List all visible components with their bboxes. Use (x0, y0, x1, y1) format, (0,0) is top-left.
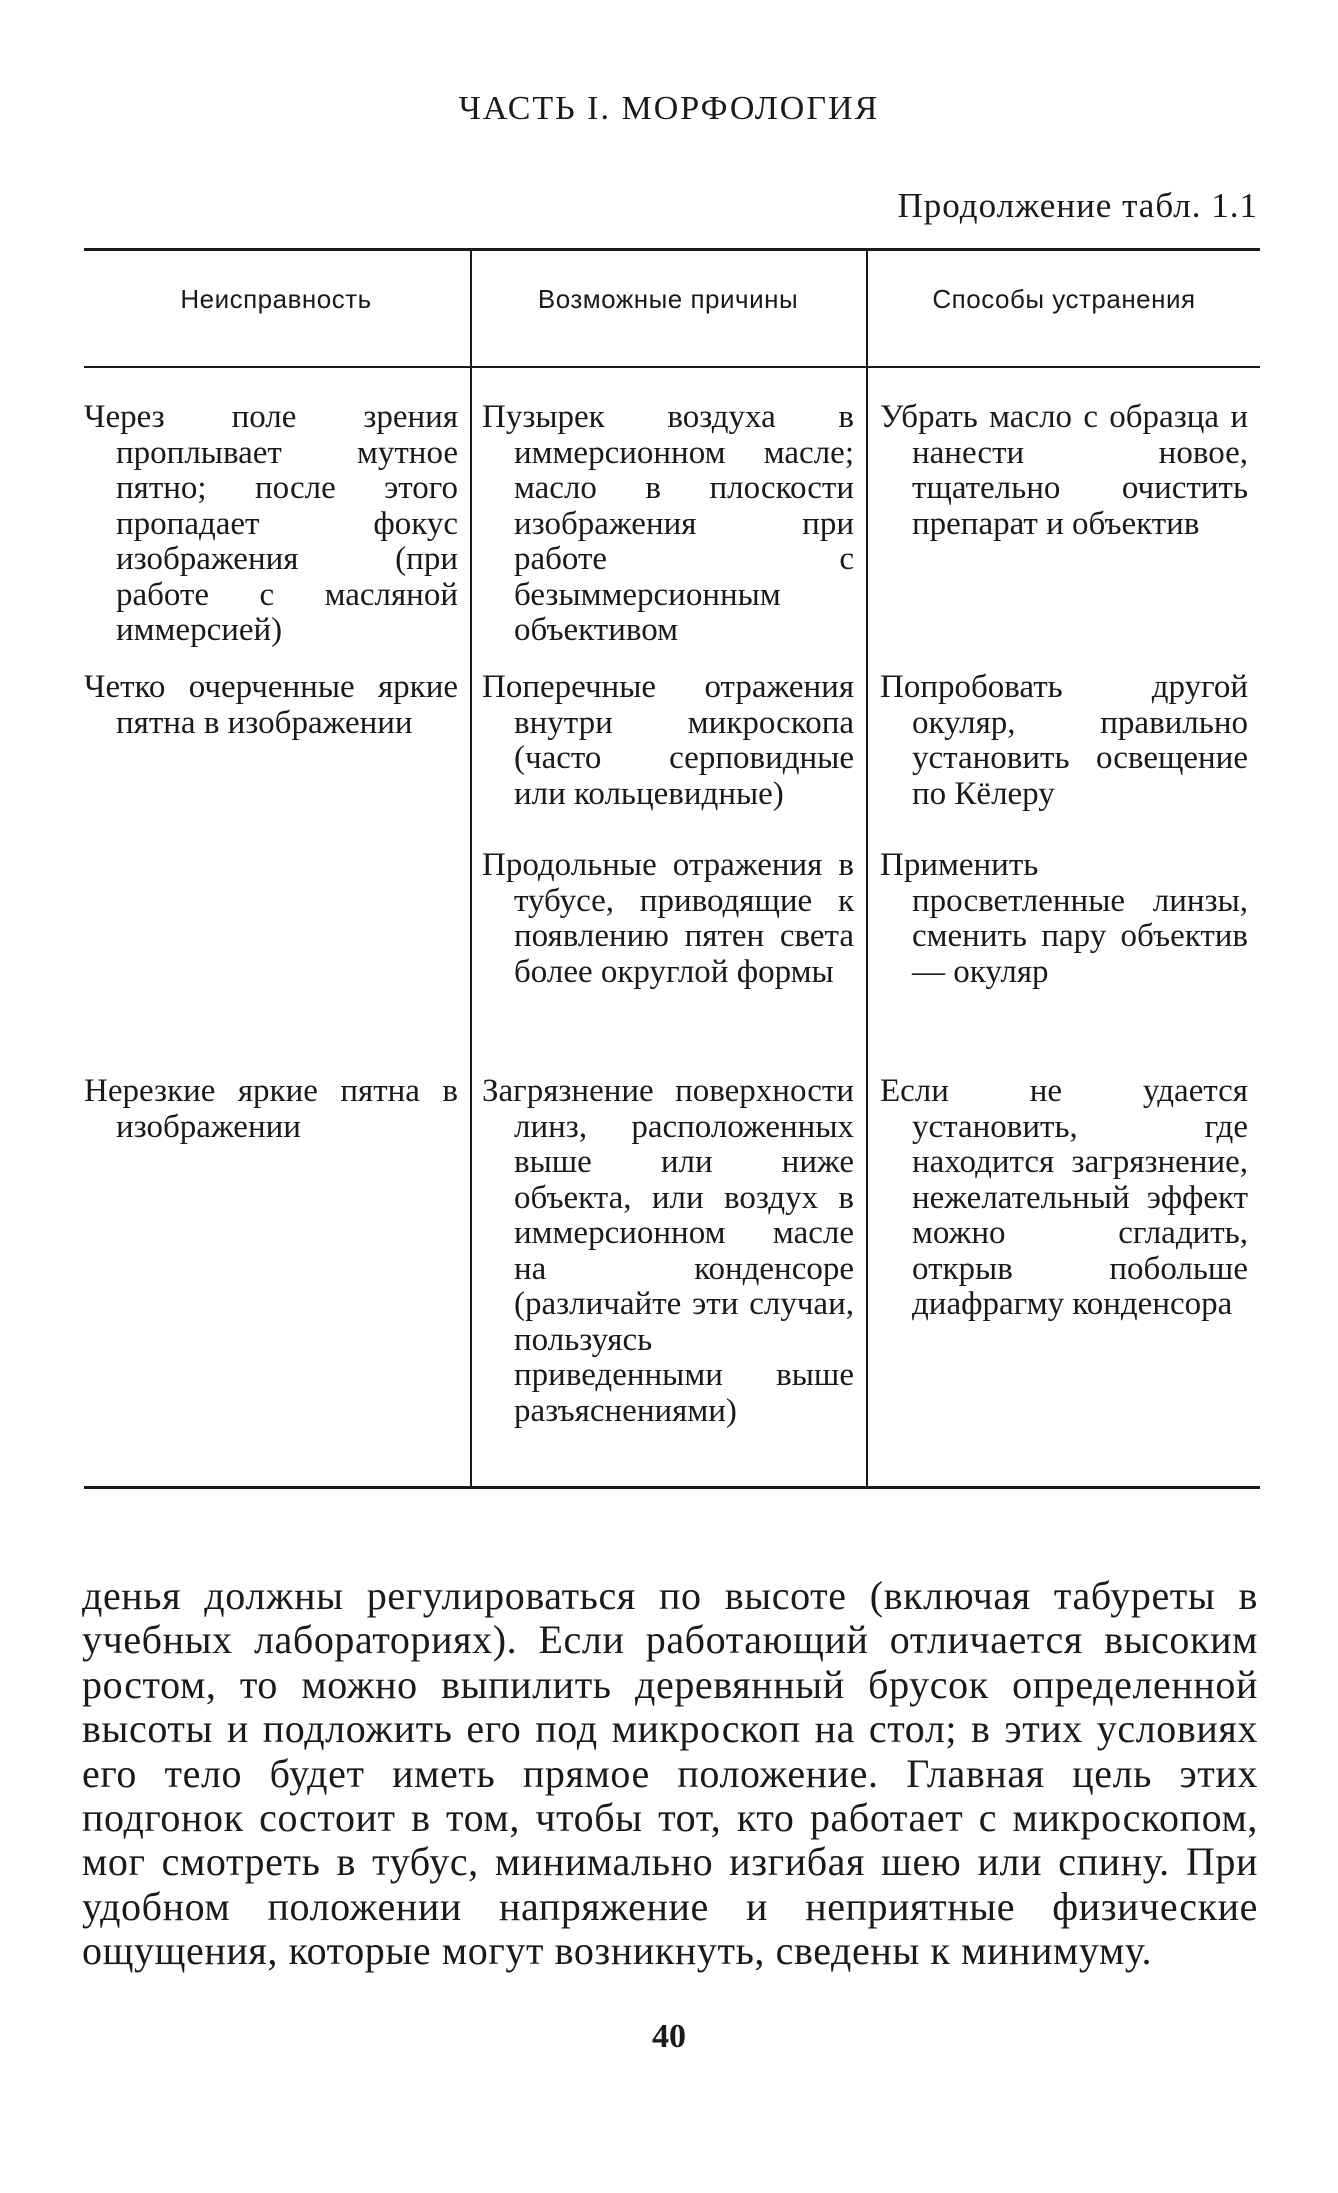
table-top-rule (84, 248, 1260, 251)
table-cell-fault: Через поле зрения проплывает мутное пятно; после этого пропадает фокус изображения (при работе с масляной иммерсией) (84, 399, 458, 648)
table-cell-fault: Нерезкие яркие пятна в изображении (84, 1073, 458, 1145)
troubleshooting-table (84, 248, 1260, 1488)
table-cell-remedy: Применить просветленные линзы, сменить пару объектив — окуляр (880, 847, 1248, 990)
column-divider (470, 248, 472, 1486)
table-cell-cause: Загрязнение поверхности линз, расположенных выше или ниже объекта, или воздух в иммерсионном масле на конденсоре (различайте эти случаи, пользуясь приведенными выше разъяснениями) (482, 1073, 854, 1429)
table-caption: Продолжение табл. 1.1 (897, 186, 1258, 225)
running-head: ЧАСТЬ I. МОРФОЛОГИЯ (458, 90, 880, 127)
table-cell-remedy: Попробовать другой окуляр, правильно установить освещение по Кёлеру (880, 669, 1248, 812)
table-header-rule (84, 366, 1260, 368)
column-header-remedies: Способы устранения (932, 284, 1196, 314)
page-number: 40 (652, 2018, 686, 2055)
body-paragraph: денья должны регулироваться по высоте (включая табуреты в учебных лабораториях). Если работающий отличается высоким ростом, то можно выпилить деревянный брусок определенной высоты и подложить его под микроскоп на стол; в этих условиях его тело будет иметь прямое положение. Главная цель этих подгонок состоит в том, чтобы тот, кто работает с микроскопом, мог смотреть в тубус, минимально изгибая шею или спину. При удобном положении напряжение и неприятные физические ощущения, которые могут возникнуть, сведены к минимуму. (82, 1573, 1258, 1974)
table-cell-remedy: Если не удается установить, где находится загрязнение, нежелательный эффект можно сгладить, открыв побольше диафрагму конденсора (880, 1073, 1248, 1322)
table-cell-cause: Поперечные отражения внутри микроскопа (часто серповидные или кольцевидные) (482, 669, 854, 812)
table-cell-cause: Пузырек воздуха в иммерсионном масле; масло в плоскости изображения при работе с безыммерсионным объективом (482, 399, 854, 648)
table-cell-cause: Продольные отражения в тубусе, приводящие к появлению пятен света более округлой формы (482, 847, 854, 990)
column-header-fault: Неисправность (180, 284, 372, 314)
table-cell-remedy: Убрать масло с образца и нанести новое, тщательно очистить препарат и объектив (880, 399, 1248, 542)
column-divider (866, 248, 868, 1486)
table-cell-fault: Четко очерченные яркие пятна в изображении (84, 669, 458, 741)
table-bottom-rule (84, 1486, 1260, 1489)
column-header-causes: Возможные причины (537, 284, 799, 314)
